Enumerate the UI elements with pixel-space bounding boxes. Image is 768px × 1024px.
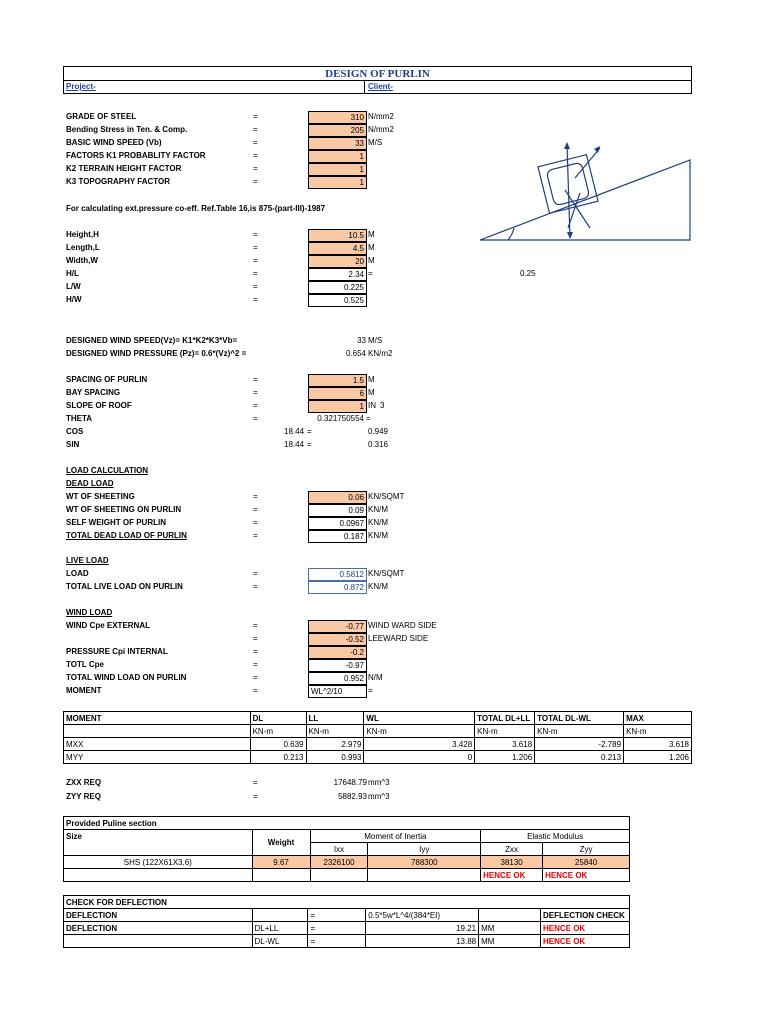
cos-eq: = (307, 427, 312, 436)
deflection-case (252, 909, 308, 922)
deflection-case: DL-WL (252, 935, 308, 948)
row-unit: M (368, 230, 375, 239)
row-eq: = (253, 686, 258, 695)
deflection-unit: MM (479, 922, 541, 935)
zxx-req-unit: mm^3 (368, 778, 390, 787)
row-eq: = (253, 230, 258, 239)
deflection-check: HENCE OK (540, 935, 629, 948)
row-value: 0.187 (308, 530, 367, 543)
load-calc-title: LOAD CALCULATION (66, 466, 149, 475)
row-value: 0.09 (308, 504, 367, 517)
row-label: Height,H (66, 230, 99, 239)
row-eq: = (253, 492, 258, 501)
section-table (63, 816, 630, 882)
design-wind-value: 33 (357, 336, 366, 345)
roof-triangle (480, 160, 690, 240)
table-cell: TOTAL DL+LL (475, 712, 535, 725)
deflection-check: HENCE OK (540, 922, 629, 935)
row-eq: = (253, 621, 258, 630)
roof-purlin-diagram (470, 138, 700, 248)
em-label: Elastic Modulus (481, 830, 630, 843)
deflection-unit: MM (479, 935, 541, 948)
row-unit: N/mm2 (368, 125, 394, 134)
row-value: 0.872 (308, 581, 367, 594)
row-label: GRADE OF STEEL (66, 112, 137, 121)
deflection-case: DL+LL (252, 922, 308, 935)
theta-eq: = (253, 414, 258, 423)
row-value: 205 (308, 124, 367, 137)
table-row (64, 712, 692, 725)
hl-side-value: 0.25 (520, 269, 536, 278)
row-label: SPACING OF PURLIN (66, 375, 148, 384)
table-cell: MAX (624, 712, 692, 725)
row-unit: M (368, 256, 375, 265)
deflection-eq: = (308, 922, 366, 935)
table-cell: MYY (64, 751, 251, 764)
row-eq: = (253, 151, 258, 160)
table-cell: WL (364, 712, 475, 725)
row-eq: = (253, 673, 258, 682)
deflection-eq: = (308, 935, 366, 948)
row-unit: KN/SQMT (368, 569, 405, 578)
row-label: K2 TERRAIN HEIGHT FACTOR (66, 164, 182, 173)
row-value: -0.52 (308, 633, 367, 646)
row-value: 6 (308, 387, 367, 400)
zxx-label: Zxx (481, 843, 543, 856)
zyy-req-eq: = (253, 792, 258, 801)
section-table-title: Provided Puline section (64, 817, 630, 830)
row-value: 10.5 (308, 229, 367, 242)
row-eq: = (253, 138, 258, 147)
row-unit: M/S (368, 138, 383, 147)
sin-angle: 18.44 (284, 440, 305, 449)
row-label: LOAD (66, 569, 89, 578)
design-wind-label: DESIGNED WIND PRESSURE (Pz)= 0.6*(Vz)^2 = (66, 349, 247, 358)
zyy-label: Zyy (543, 843, 630, 856)
table-cell (64, 725, 251, 738)
section-ixx: 2326100 (310, 856, 368, 869)
row-unit: = (368, 269, 373, 278)
row-eq: = (253, 401, 258, 410)
title-bar (63, 66, 692, 81)
cos-angle: 18.44 (284, 427, 305, 436)
table-row (64, 751, 692, 764)
cos-label: COS (66, 427, 84, 436)
row-eq: = (253, 518, 258, 527)
table-cell: KN-m (306, 725, 364, 738)
zxx-req-value: 17648.79 (333, 778, 367, 787)
row-label: TOTAL LIVE LOAD ON PURLIN (66, 582, 183, 591)
row-unit: M (368, 243, 375, 252)
row-eq: = (253, 177, 258, 186)
row-label: WT OF SHEETING ON PURLIN (66, 505, 182, 514)
wind-load-title: WIND LOAD (66, 608, 113, 617)
moi-label: Moment of Inertia (310, 830, 481, 843)
table-cell: KN-m (624, 725, 692, 738)
row-value: 310 (308, 111, 367, 124)
theta-label: THETA (66, 414, 93, 423)
row-value: 0.225 (308, 281, 367, 294)
row-value: -0.2 (308, 646, 367, 659)
row-label: H/L (66, 269, 79, 278)
zxx-ok: HENCE OK (481, 869, 543, 882)
row-eq: = (253, 375, 258, 384)
table-cell: 0.213 (535, 751, 624, 764)
live-load-title: LIVE LOAD (66, 556, 109, 565)
deflection-value: 0.5*5w*L^4/(384*EI) (366, 909, 479, 922)
section-iyy: 788300 (368, 856, 481, 869)
table-cell: 3.618 (624, 738, 692, 751)
row-value: WL^2/10 (308, 685, 367, 698)
row-label: MOMENT (66, 686, 102, 695)
table-cell: MOMENT (64, 712, 251, 725)
row-label: PRESSURE Cpi INTERNAL (66, 647, 168, 656)
row-unit: KN/M (368, 531, 388, 540)
size-label: Size (64, 830, 253, 843)
row-eq: = (253, 531, 258, 540)
row-value: 4.5 (308, 242, 367, 255)
row-eq: = (253, 256, 258, 265)
table-cell: 1.206 (624, 751, 692, 764)
table-cell: DL (250, 712, 306, 725)
zyy-req-label: ZYY REQ (66, 792, 101, 801)
row-unit: M (368, 388, 375, 397)
row-value: -0.97 (308, 659, 367, 672)
row-label: TOTAL WIND LOAD ON PURLIN (66, 673, 187, 682)
table-cell: 0.993 (306, 751, 364, 764)
sin-label: SIN (66, 440, 80, 449)
table-cell: MXX (64, 738, 251, 751)
table-cell: 3.428 (364, 738, 475, 751)
row-label: Bending Stress in Ten. & Comp. (66, 125, 188, 134)
row-eq: = (253, 164, 258, 173)
table-cell: KN-m (364, 725, 475, 738)
page-title: DESIGN OF PURLIN (325, 68, 430, 80)
table-cell: LL (306, 712, 364, 725)
row-label: H/W (66, 295, 82, 304)
deflection-row (64, 909, 630, 922)
table-cell: KN-m (535, 725, 624, 738)
table-cell: 1.206 (475, 751, 535, 764)
row-unit: WIND WARD SIDE (368, 621, 437, 630)
row-value: 0.952 (308, 672, 367, 685)
iyy-label: Iyy (368, 843, 481, 856)
deflection-unit (479, 909, 541, 922)
table-cell: KN-m (475, 725, 535, 738)
row-value: 0.06 (308, 491, 367, 504)
row-eq: = (253, 660, 258, 669)
deflection-label (64, 935, 253, 948)
row-label: BASIC WIND SPEED (Vb) (66, 138, 162, 147)
section-zyy: 25840 (543, 856, 630, 869)
row-eq: = (253, 569, 258, 578)
design-wind-unit: KN/m2 (368, 349, 393, 358)
deflection-value: 13.88 (366, 935, 479, 948)
row-unit: = (368, 686, 373, 695)
row-eq: = (253, 505, 258, 514)
deflection-eq: = (308, 909, 366, 922)
deflection-row (64, 935, 630, 948)
row-label: TOTAL DEAD LOAD OF PURLIN (66, 531, 187, 540)
zxx-req-eq: = (253, 778, 258, 787)
theta-value: 0.321750554 (317, 414, 364, 423)
row-value: 1 (308, 150, 367, 163)
row-value: 0.525 (308, 294, 367, 307)
table-row (64, 738, 692, 751)
row-label: FACTORS K1 PROBABLITY FACTOR (66, 151, 206, 160)
row-value: 0.0967 (308, 517, 367, 530)
row-unit: M (368, 375, 375, 384)
zyy-req-value: 5882.93 (338, 792, 367, 801)
row-value: 1 (308, 400, 367, 413)
row-value: 1.5 (308, 374, 367, 387)
client-label: Client- (368, 82, 393, 91)
row-value: 20 (308, 255, 367, 268)
row-extra: 3 (380, 401, 385, 410)
table-cell: KN-m (250, 725, 306, 738)
row-label: SELF WEIGHT OF PURLIN (66, 518, 166, 527)
deflection-table (63, 895, 630, 948)
dead-load-title: DEAD LOAD (66, 479, 114, 488)
table-cell: 0.639 (250, 738, 306, 751)
row-unit: KN/SQMT (368, 492, 405, 501)
row-eq: = (253, 634, 258, 643)
section-weight: 9.67 (252, 856, 310, 869)
row-eq: = (253, 243, 258, 252)
theta-tail: = (366, 414, 371, 423)
table-row (64, 725, 692, 738)
row-eq: = (253, 269, 258, 278)
row-label: TOTL Cpe (66, 660, 104, 669)
moment-table (63, 711, 692, 764)
row-unit: N/mm2 (368, 112, 394, 121)
row-eq: = (253, 125, 258, 134)
row-label: L/W (66, 282, 81, 291)
table-cell: 0 (364, 751, 475, 764)
weight-label: Weight (252, 830, 310, 856)
deflection-label: DEFLECTION (64, 922, 253, 935)
row-value: -0.77 (308, 620, 367, 633)
table-cell: 0.213 (250, 751, 306, 764)
section-zxx: 38130 (481, 856, 543, 869)
row-label: BAY SPACING (66, 388, 121, 397)
project-bar (63, 80, 692, 94)
deflection-check: DEFLECTION CHECK (540, 909, 629, 922)
row-eq: = (253, 647, 258, 656)
row-label: WIND Cpe EXTERNAL (66, 621, 150, 630)
sin-value: 0.316 (367, 440, 388, 449)
zyy-req-unit: mm^3 (368, 792, 390, 801)
table-cell: TOTAL DL-WL (535, 712, 624, 725)
row-eq: = (253, 388, 258, 397)
row-value: 33 (308, 137, 367, 150)
design-wind-value: 0.654 (345, 349, 366, 358)
zyy-ok: HENCE OK (543, 869, 630, 882)
deflection-value: 19.21 (366, 922, 479, 935)
design-wind-label: DESIGNED WIND SPEED(Vz)= K1*K2*K3*Vb= (66, 336, 238, 345)
project-label: Project- (66, 82, 96, 91)
row-label: Width,W (66, 256, 98, 265)
table-cell: -2.789 (535, 738, 624, 751)
design-wind-unit: M/S (368, 336, 383, 345)
table-cell: 2.979 (306, 738, 364, 751)
reference-note: For calculating ext.pressure co-eff. Ref.Table 16,is 875-(part-III)-1987 (66, 204, 326, 213)
row-unit: N/M (368, 673, 383, 682)
cos-value: 0.949 (367, 427, 388, 436)
ixx-label: Ixx (310, 843, 368, 856)
row-eq: = (253, 582, 258, 591)
table-cell: 3.618 (475, 738, 535, 751)
row-value: 1 (308, 176, 367, 189)
row-unit: LEEWARD SIDE (368, 634, 429, 643)
row-unit: IN (368, 401, 376, 410)
row-value: 0.5812 (308, 568, 367, 581)
deflection-title: CHECK FOR DEFLECTION (64, 896, 630, 909)
deflection-label: DEFLECTION (64, 909, 253, 922)
row-eq: = (253, 112, 258, 121)
sin-eq: = (307, 440, 312, 449)
row-unit: KN/M (368, 518, 388, 527)
row-value: 2.34 (308, 268, 367, 281)
section-name: SHS (122X61X3.6) (64, 856, 253, 869)
row-label: K3 TOPOGRAPHY FACTOR (66, 177, 171, 186)
row-unit: KN/M (368, 582, 388, 591)
row-label: SLOPE OF ROOF (66, 401, 132, 410)
zxx-req-label: ZXX REQ (66, 778, 102, 787)
row-label: Length,L (66, 243, 100, 252)
row-eq: = (253, 282, 258, 291)
row-eq: = (253, 295, 258, 304)
row-unit: KN/M (368, 505, 388, 514)
row-label: WT OF SHEETING (66, 492, 135, 501)
row-value: 1 (308, 163, 367, 176)
deflection-row (64, 922, 630, 935)
